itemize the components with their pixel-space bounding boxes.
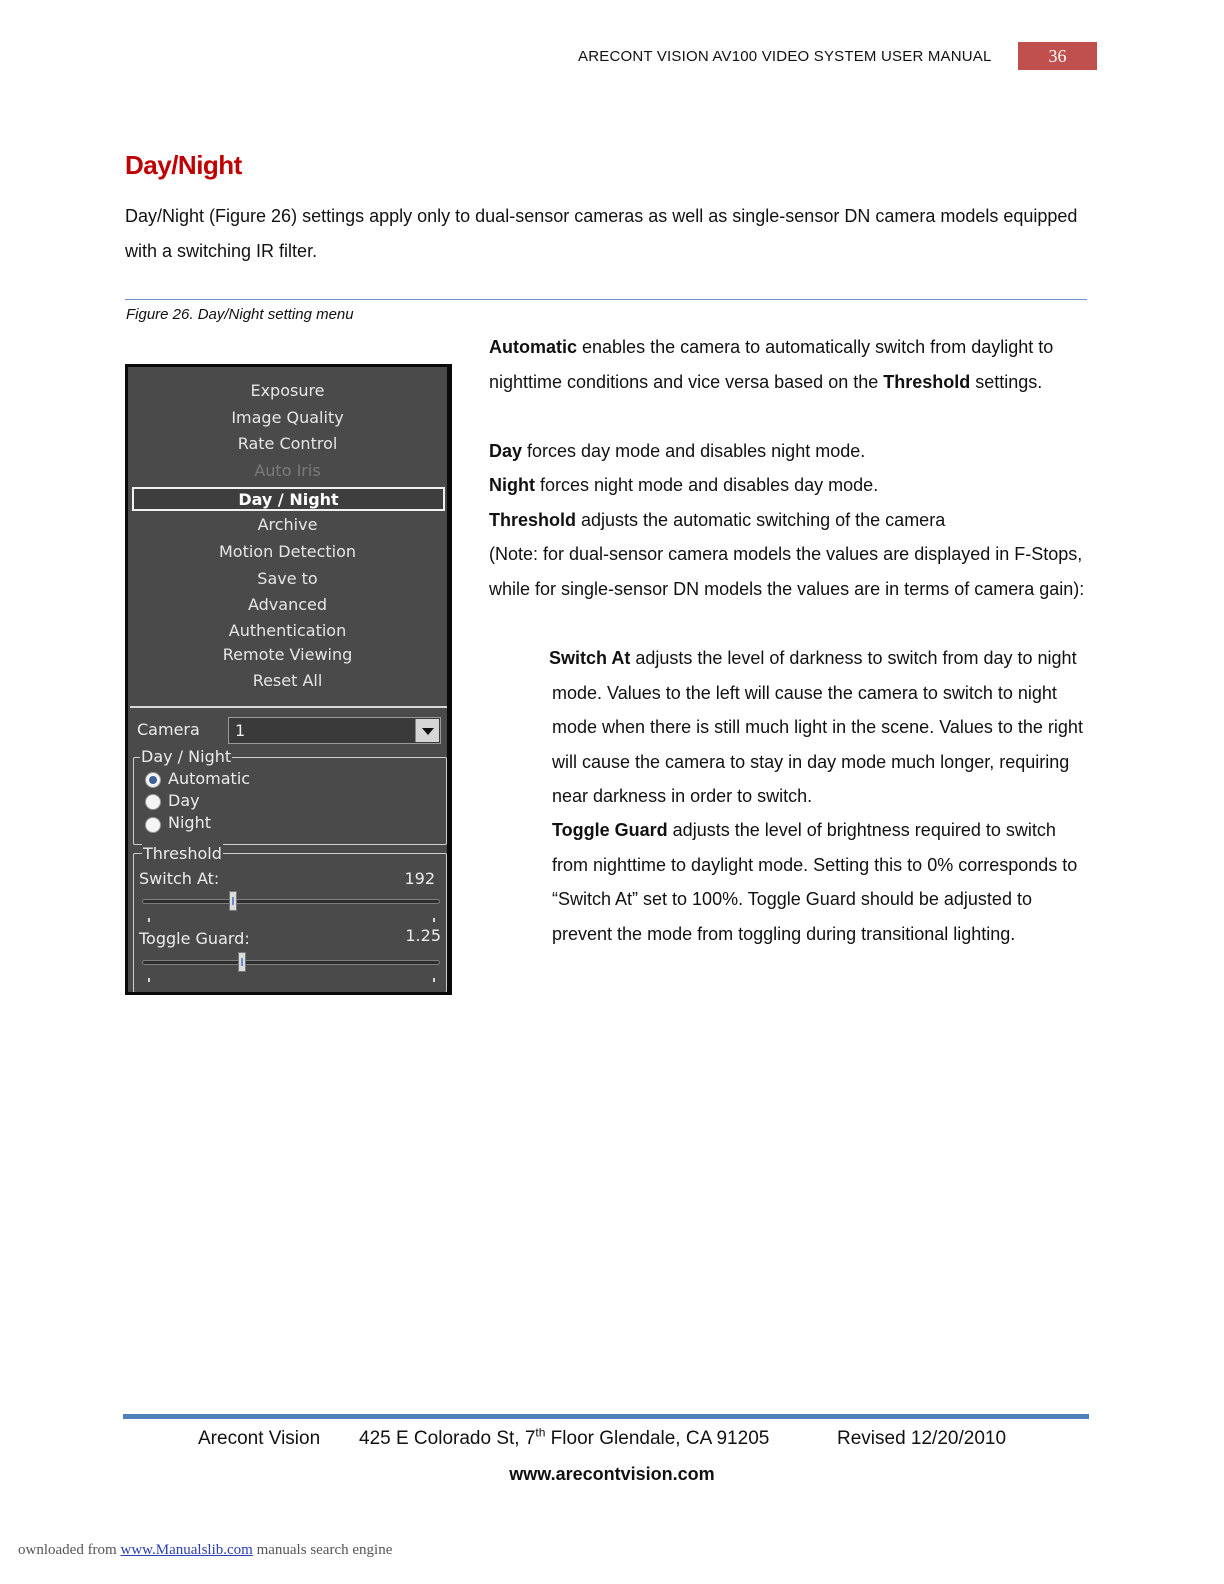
page-number: 36	[1018, 42, 1097, 70]
download-note-suffix: manuals search engine	[252, 1542, 393, 1558]
menu-item-archive[interactable]: Archive	[257, 515, 318, 534]
toggle-guard-text: adjusts the level of brightness required to switch from nighttime to daylight mode. Setting this to 0% corresponds to “Switch At” set to 100%. Toggle Guard should be adjusted to prevent the mode from toggling during transitional lighting.	[552, 820, 1078, 944]
day-term: Day	[489, 441, 523, 461]
menu-item-auto-iris: Auto Iris	[254, 461, 321, 480]
switch-at-slider-thumb[interactable]	[229, 891, 237, 911]
toggle-guard-value: 1.25	[405, 926, 441, 945]
manual-title: ARECONT VISION AV100 VIDEO SYSTEM USER MANUAL	[578, 48, 992, 65]
caption-divider	[125, 299, 1087, 300]
toggle-guard-slider-track[interactable]	[142, 960, 440, 965]
night-term: Night	[489, 475, 535, 495]
threshold-description	[489, 503, 1089, 538]
radio-night[interactable]	[145, 817, 161, 833]
menu-item-motion-detection[interactable]: Motion Detection	[218, 542, 357, 561]
radio-day-label: Day	[168, 791, 200, 810]
toggle-guard-term: Toggle Guard	[552, 820, 668, 840]
menu-separator	[130, 706, 447, 708]
automatic-threshold-term: Threshold	[883, 371, 971, 392]
slider-tick	[433, 978, 435, 982]
footer-website[interactable]: www.arecontvision.com	[509, 1464, 715, 1484]
footer-rule	[123, 1414, 1089, 1419]
threshold-group-title: Threshold	[143, 844, 222, 863]
switch-at-slider-track[interactable]	[142, 899, 440, 904]
radio-day[interactable]	[145, 794, 161, 810]
switch-at-label: Switch At:	[139, 869, 220, 888]
radio-night-label: Night	[168, 813, 211, 832]
slider-tick	[148, 978, 150, 982]
camera-label: Camera	[137, 720, 200, 739]
automatic-text-1: enables the camera to automatically switch from daylight to nighttime conditions and vice versa based on the	[489, 337, 1054, 392]
camera-select-value: 1	[235, 721, 246, 740]
footer-address	[359, 1425, 770, 1450]
night-description	[489, 468, 1089, 503]
note-paragraph: (Note: for dual-sensor camera models the values are displayed in F-Stops, while for single-sensor DN models the values are in terms of camera gain):	[489, 544, 1085, 599]
automatic-term: Automatic	[489, 337, 578, 357]
daynight-settings-panel	[125, 364, 452, 995]
manualslib-link[interactable]: www.Manualslib.com	[120, 1542, 253, 1558]
automatic-text-2: settings.	[970, 371, 1043, 392]
night-text: forces night mode and disables day mode.	[534, 475, 879, 495]
threshold-text: adjusts the automatic switching of the camera	[576, 510, 946, 530]
slider-tick	[433, 918, 435, 922]
footer-company: Arecont Vision	[198, 1428, 321, 1449]
menu-item-image-quality[interactable]: Image Quality	[231, 408, 344, 427]
menu-item-exposure[interactable]: Exposure	[250, 381, 325, 400]
menu-item-authentication[interactable]: Authentication	[228, 621, 347, 640]
threshold-term: Threshold	[489, 510, 577, 530]
switch-at-value: 192	[404, 869, 435, 888]
footer-revised: Revised 12/20/2010	[837, 1428, 1007, 1449]
toggle-guard-description	[552, 813, 1092, 951]
radio-automatic[interactable]	[145, 772, 161, 788]
menu-item-reset-all[interactable]: Reset All	[252, 671, 323, 690]
menu-item-advanced[interactable]: Advanced	[247, 595, 328, 614]
switch-at-term: Switch At	[549, 648, 631, 668]
toggle-guard-slider-thumb[interactable]	[238, 952, 246, 972]
menu-item-remote-viewing[interactable]: Remote Viewing	[222, 645, 353, 664]
radio-automatic-label: Automatic	[168, 769, 251, 788]
daynight-group-title: Day / Night	[141, 747, 232, 766]
toggle-guard-label: Toggle Guard:	[139, 929, 250, 948]
automatic-description	[489, 330, 1089, 399]
footer-address-sup: th	[535, 1425, 546, 1440]
menu-item-save-to[interactable]: Save to	[257, 569, 318, 588]
menu-item-day-night[interactable]: Day / Night	[132, 487, 445, 511]
menu-item-rate-control[interactable]: Rate Control	[237, 434, 338, 453]
day-text: forces day mode and disables night mode.	[522, 441, 866, 461]
dropdown-arrow-icon[interactable]	[415, 719, 439, 742]
switch-at-description	[549, 641, 1092, 814]
figure-caption: Figure 26. Day/Night setting menu	[126, 306, 354, 323]
footer-address-city: Floor Glendale, CA 91205	[545, 1428, 770, 1449]
footer-address-street: 425 E Colorado St, 7	[359, 1428, 536, 1449]
download-note	[18, 1542, 392, 1559]
slider-tick	[148, 918, 150, 922]
download-note-prefix: ownloaded from	[18, 1542, 121, 1558]
camera-select[interactable]	[228, 717, 441, 744]
switch-at-text: adjusts the level of darkness to switch from day to night mode. Values to the left will cause the camera to switch to night mode when there is still much light in the scene. Values to the right will cause the camera to stay in day mode much longer, requiring near darkness in order to switch.	[552, 648, 1083, 806]
day-description	[489, 434, 1089, 469]
intro-paragraph: Day/Night (Figure 26) settings apply only to dual-sensor cameras as well as single-sensor DN camera models equipped with a switching IR filter.	[125, 206, 1078, 261]
section-heading: Day/Night	[125, 150, 242, 180]
